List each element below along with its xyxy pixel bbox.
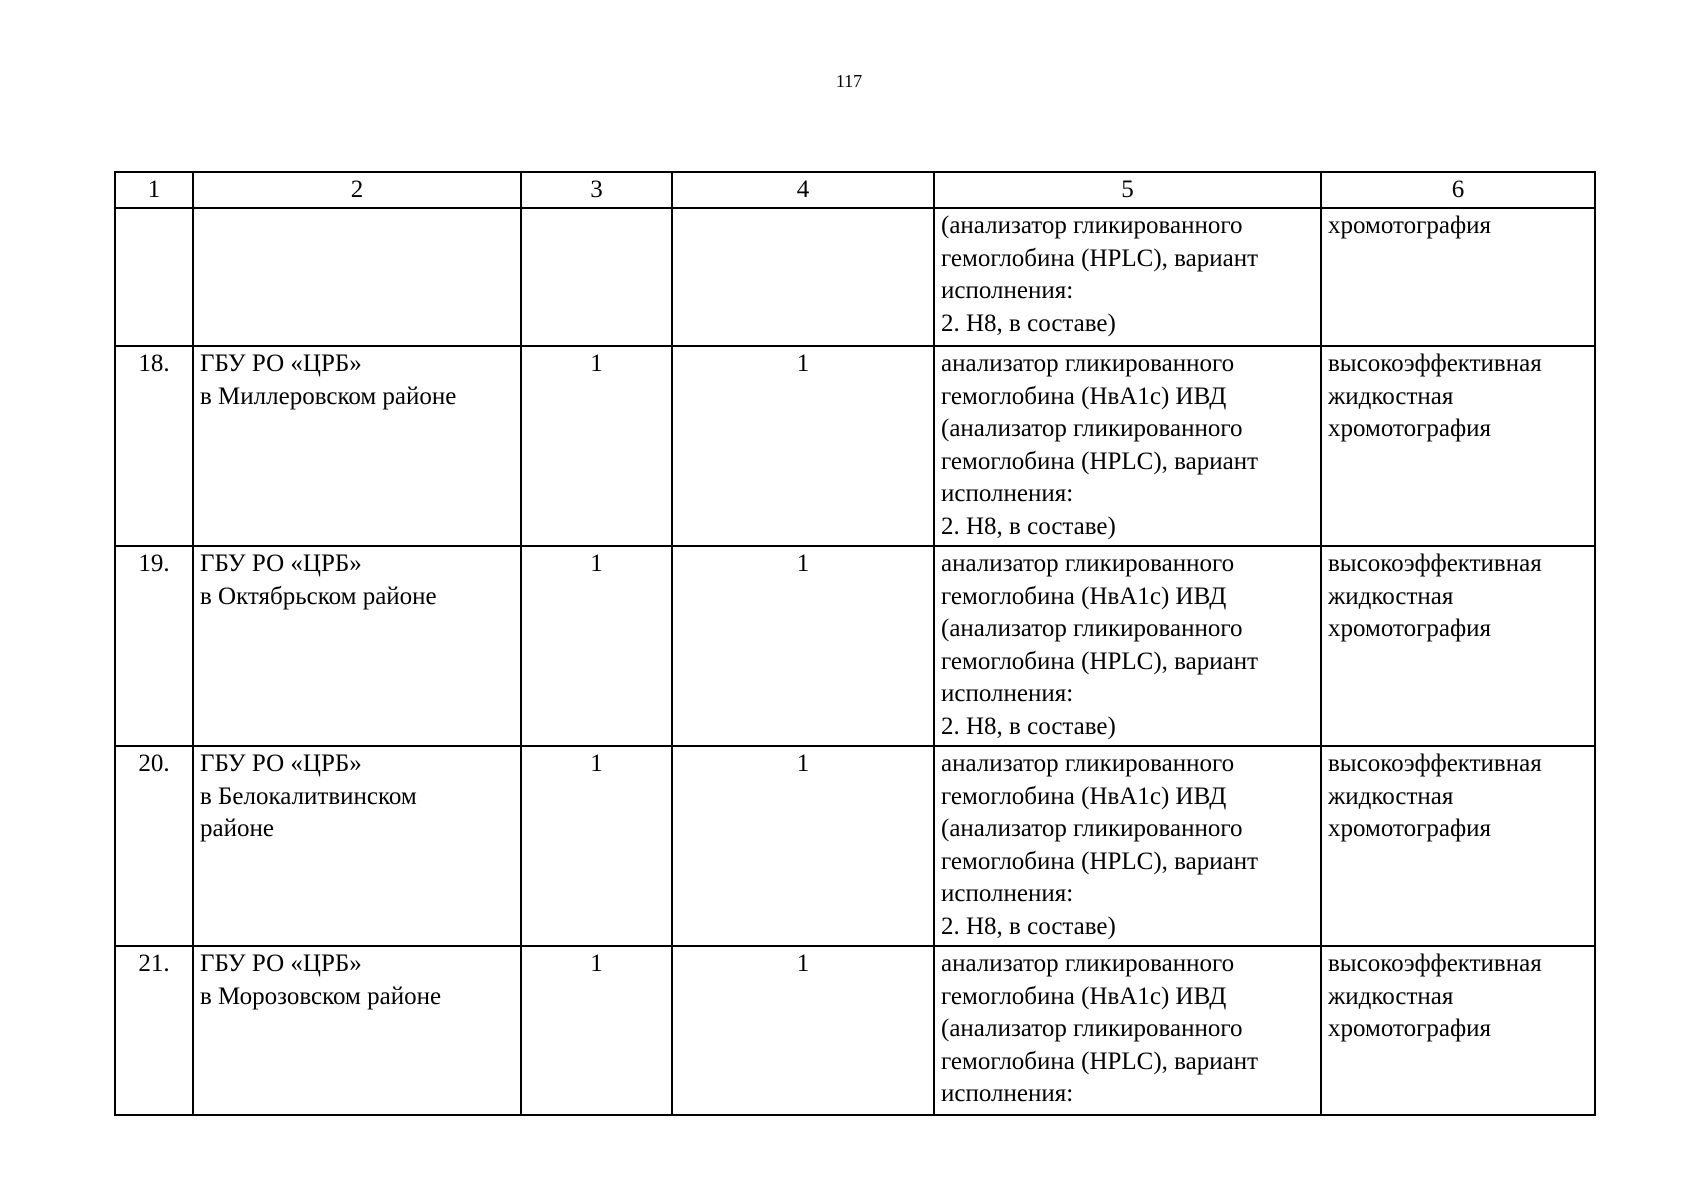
row-number-cell xyxy=(115,208,193,346)
organization-cell: ГБУ РО «ЦРБ» в Белокалитвинском районе xyxy=(193,746,521,946)
method-cell: высокоэффективная жидкостная хромотография xyxy=(1321,346,1595,546)
method-cell: высокоэффективная жидкостная хромотография xyxy=(1321,746,1595,946)
equipment-cell: (анализатор гликированного гемоглобина (HPLC), вариант исполнения: 2. H8, в составе) xyxy=(934,208,1321,346)
organization-cell: ГБУ РО «ЦРБ» в Миллеровском районе xyxy=(193,346,521,546)
organization-cell: ГБУ РО «ЦРБ» в Октябрьском районе xyxy=(193,546,521,746)
column-header-3: 3 xyxy=(521,172,672,208)
table-row xyxy=(115,746,1595,946)
method-cell: высокоэффективная жидкостная хромотография xyxy=(1321,946,1595,1115)
column-3-cell: 1 xyxy=(521,946,672,1115)
row-number-cell: 19. xyxy=(115,546,193,746)
equipment-table xyxy=(114,171,1596,1116)
column-header-6: 6 xyxy=(1321,172,1595,208)
column-header-4: 4 xyxy=(672,172,934,208)
column-header-2: 2 xyxy=(193,172,521,208)
column-4-cell: 1 xyxy=(672,746,934,946)
table-row xyxy=(115,208,1595,346)
column-4-cell: 1 xyxy=(672,546,934,746)
method-cell: высокоэффективная жидкостная хромотография xyxy=(1321,546,1595,746)
table-header-row xyxy=(115,172,1595,208)
equipment-cell: анализатор гликированного гемоглобина (HвA1c) ИВД (анализатор гликированного гемоглобина (HPLC), вариант исполнения: 2. H8, в составе) xyxy=(934,746,1321,946)
column-4-cell: 1 xyxy=(672,346,934,546)
organization-cell: ГБУ РО «ЦРБ» в Морозовском районе xyxy=(193,946,521,1115)
column-3-cell: 1 xyxy=(521,746,672,946)
equipment-cell: анализатор гликированного гемоглобина (HвA1c) ИВД (анализатор гликированного гемоглобина (HPLC), вариант исполнения: 2. H8, в составе) xyxy=(934,546,1321,746)
column-3-cell: 1 xyxy=(521,546,672,746)
row-number-cell: 20. xyxy=(115,746,193,946)
equipment-cell: анализатор гликированного гемоглобина (HвA1c) ИВД (анализатор гликированного гемоглобина (HPLC), вариант исполнения: 2. H8, в составе) xyxy=(934,346,1321,546)
table-row xyxy=(115,546,1595,746)
table-row xyxy=(115,346,1595,546)
equipment-cell: анализатор гликированного гемоглобина (HвA1c) ИВД (анализатор гликированного гемоглобина (HPLC), вариант исполнения: xyxy=(934,946,1321,1115)
method-cell: хромотография xyxy=(1321,208,1595,346)
organization-cell xyxy=(193,208,521,346)
row-number-cell: 21. xyxy=(115,946,193,1115)
page-number: 117 xyxy=(835,71,863,91)
table-row xyxy=(115,946,1595,1115)
column-header-1: 1 xyxy=(115,172,193,208)
row-number-cell: 18. xyxy=(115,346,193,546)
column-3-cell: 1 xyxy=(521,346,672,546)
column-4-cell xyxy=(672,208,934,346)
column-4-cell: 1 xyxy=(672,946,934,1115)
column-header-5: 5 xyxy=(934,172,1321,208)
column-3-cell xyxy=(521,208,672,346)
